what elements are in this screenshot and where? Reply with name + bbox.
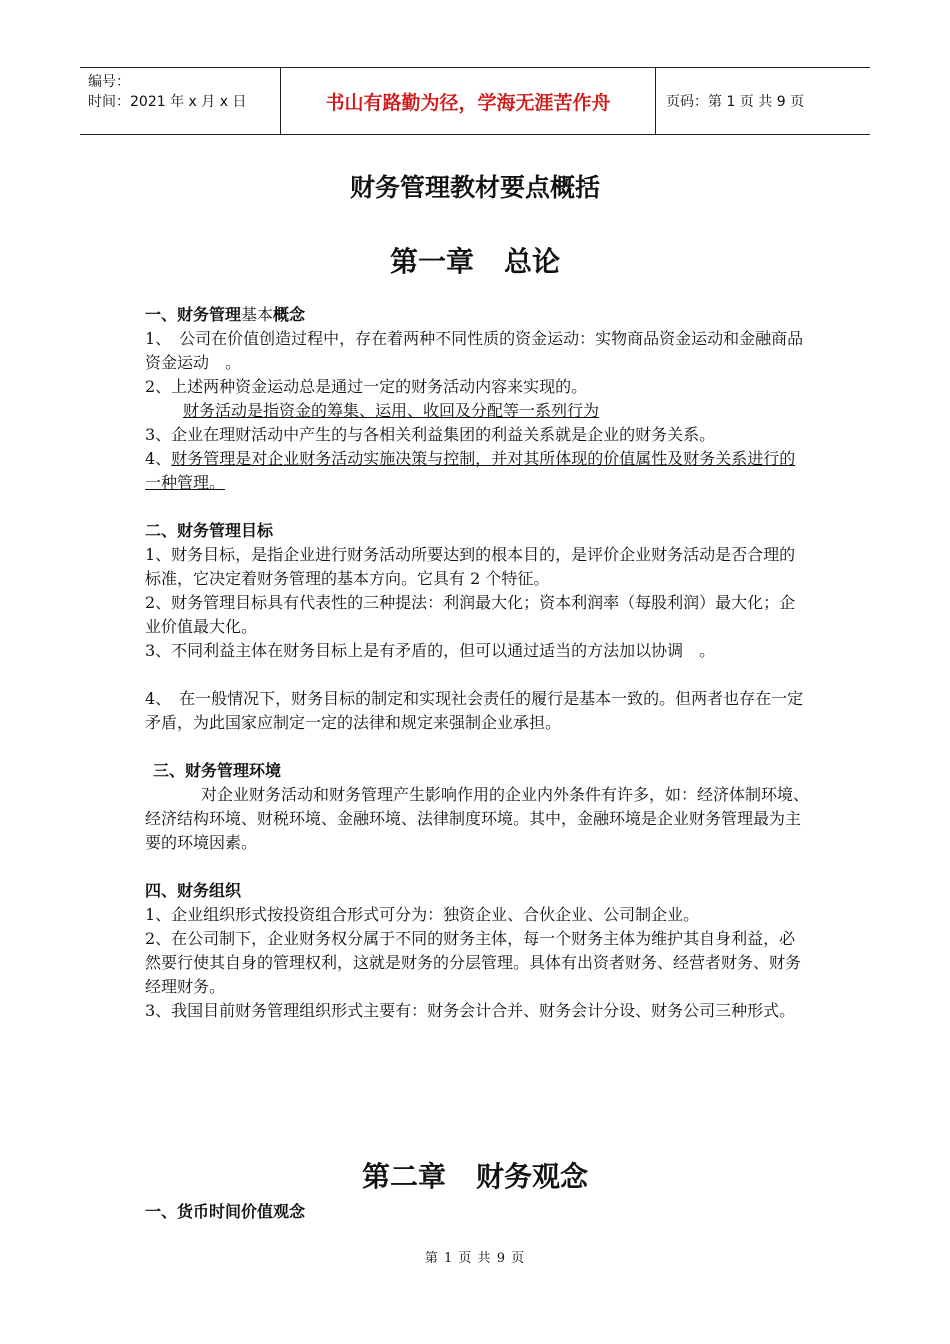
paragraph-number: 4、	[145, 449, 172, 468]
paragraph: 1、 公司在价值创造过程中，存在着两种不同性质的资金运动：实物商品资金运动和金融商品资金运动 。	[145, 329, 804, 372]
document-title: 财务管理教材要点概括	[349, 173, 600, 202]
chapter2-title	[0, 1155, 950, 1195]
section-heading-concept	[145, 303, 810, 327]
header-left	[80, 68, 280, 134]
heading-part: 概念	[273, 305, 306, 324]
page-header	[80, 67, 870, 135]
page-footer: 第 1 页 共 9 页	[424, 1251, 526, 1266]
paragraph: 1、财务目标，是指企业进行财务活动所要达到的根本目的，是评价企业财务活动是否合理的标准，它决定着财务管理的基本方向。它具有 2 个特征。	[145, 545, 796, 588]
underlined-text: 财务活动是指资金的筹集、运用、收回及分配等一系列行为	[183, 401, 600, 420]
chapter1-number: 第一章	[389, 245, 474, 278]
underlined-text: 财务管理是对企业财务活动实施决策与控制，并对其所体现的价值属性及财务关系进行的一种管理。	[145, 449, 796, 492]
paragraph-underlined	[145, 399, 810, 423]
paragraph: 3、不同利益主体在财务目标上是有矛盾的，但可以通过适当的方法加以协调 。	[145, 641, 716, 660]
paragraph: 对企业财务活动和财务管理产生影响作用的企业内外条件有许多，如：经济体制环境、经济结构环境、财税环境、金融环境、法律制度环境。其中，金融环境是企业财务管理最为主要的环境因素。	[145, 785, 810, 852]
paragraph: 1、企业组织形式按投资组合形式可分为：独资企业、合伙企业、公司制企业。	[145, 905, 700, 924]
section-heading-time-value: 一、货币时间价值观念	[145, 1202, 306, 1221]
paragraph	[145, 447, 810, 495]
section-heading-organization: 四、财务组织	[145, 881, 242, 900]
paragraph: 2、在公司制下，企业财务权分属于不同的财务主体，每一个财务主体为维护其自身利益，必然要行使其自身的管理权利，这就是财务的分层管理。具体有出资者财务、经营者财务、财务经理财务。	[145, 929, 802, 996]
section-heading-environment: 三、财务管理环境	[153, 761, 282, 780]
heading-part: 基本	[241, 305, 274, 324]
chapter2-name: 财务观念	[476, 1160, 589, 1193]
page-info: 页码：第 1 页 共 9 页	[666, 94, 805, 110]
paragraph: 3、我国目前财务管理组织形式主要有：财务会计合并、财务会计分设、财务公司三种形式。	[145, 1001, 796, 1020]
section-heading-goals: 二、财务管理目标	[145, 521, 274, 540]
paragraph: 4、 在一般情况下，财务目标的制定和实现社会责任的履行是基本一致的。但两者也存在一定矛盾，为此国家应制定一定的法律和规定来强制企业承担。	[145, 689, 804, 732]
chapter1-body	[145, 303, 810, 1023]
paragraph: 3、企业在理财活动中产生的与各相关利益集团的利益关系就是企业的财务关系。	[145, 425, 716, 444]
number-label: 编号：	[88, 74, 130, 90]
chapter2-number: 第二章	[361, 1160, 446, 1193]
paragraph: 2、上述两种资金运动总是通过一定的财务活动内容来实现的。	[145, 377, 588, 396]
paragraph: 2、财务管理目标具有代表性的三种提法：利润最大化；资本利润率（每股利润）最大化；企业价值最大化。	[145, 593, 796, 636]
chapter2-body	[145, 1200, 810, 1224]
heading-part: 一、财务管理	[145, 305, 242, 324]
motto: 书山有路勤为径，学海无涯苦作舟	[280, 68, 656, 134]
chapter1-title	[0, 240, 950, 280]
chapter1-name: 总论	[504, 245, 561, 278]
time-label: 时间：2021 年 x 月 x 日	[88, 94, 247, 110]
